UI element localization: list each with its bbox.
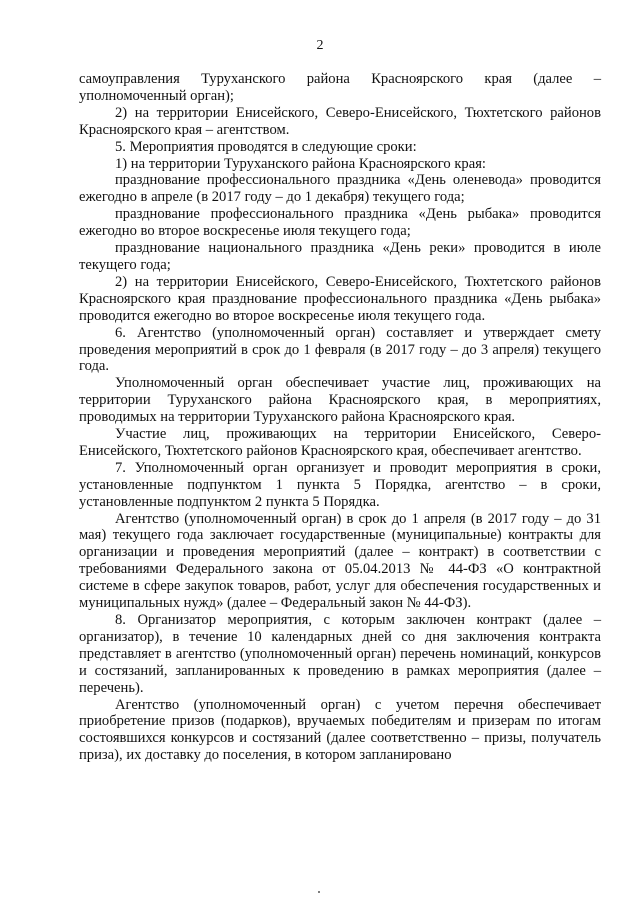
paragraph-prizes: Агентство (уполномоченный орган) с учетом перечня обеспечивает приобретение призов (подарков), вручаемых победителям и призерам по итогам состоявшихся конкурсов и состязаний (далее соответственно – призы, получатель приза), их доставку до поселения, в котором запланировано	[79, 696, 601, 764]
paragraph-reindeer-day: празднование профессионального праздника «День оленевода» проводится ежегодно в апреле (в 2017 году – до 1 декабря) текущего года;	[79, 172, 601, 206]
paragraph-river-day: празднование национального праздника «День реки» проводится в июле текущего года;	[79, 240, 601, 273]
paragraph-section-8: 8. Организатор мероприятия, с которым заключен контракт (далее – организатор), в течение 10 календарных дней со дня заключения контракта представляет в агентство (уполномоченный орган) перечень номинаций, конкурсов и состязаний, запланированных к проведению в рамках мероприятия (далее – перечень).	[79, 612, 601, 696]
page-number: 2	[316, 38, 324, 53]
paragraph-subitem-1: 1) на территории Туруханского района Красноярского края:	[115, 155, 486, 172]
document-body	[79, 71, 601, 764]
paragraph-participation-turukhansk: Уполномоченный орган обеспечивает участие лиц, проживающих на территории Туруханского района Красноярского края, в мероприятиях, проводимых на территории Туруханского района Красноярского края.	[79, 375, 601, 426]
paragraph-item-2-agency: 2) на территории Енисейского, Северо-Енисейского, Тюхтетского районов Красноярского края – агентством.	[79, 104, 601, 138]
paragraph-participation-other: Участие лиц, проживающих на территории Енисейского, Северо-Енисейского, Тюхтетского районов Красноярского края, обеспечивает агентство.	[79, 426, 601, 459]
paragraph-section-7: 7. Уполномоченный орган организует и проводит мероприятия в сроки, установленные подпунктом 1 пункта 5 Порядка, агентство – в сроки, установленные подпунктом 2 пункта 5 Порядка.	[79, 459, 601, 510]
scan-dot	[318, 891, 320, 893]
paragraph-section-5: 5. Мероприятия проводятся в следующие сроки:	[115, 138, 417, 155]
paragraph-section-6: 6. Агентство (уполномоченный орган) составляет и утверждает смету проведения мероприятий в срок до 1 февраля (в 2017 году – до 3 апреля) текущего года.	[79, 324, 601, 375]
paragraph-subitem-2: 2) на территории Енисейского, Северо-Енисейского, Тюхтетского районов Красноярского края празднование профессионального праздника «День рыбака» проводится ежегодно во второе воскресенье июля текущего года.	[79, 273, 601, 324]
paragraph-fisherman-day: празднование профессионального праздника «День рыбака» проводится ежегодно во второе воскресенье июля текущего года;	[79, 206, 601, 240]
paragraph-continuation: самоуправления Туруханского района Красноярского края (далее – уполномоченный орган);	[79, 71, 601, 104]
paragraph-contract: Агентство (уполномоченный орган) в срок до 1 апреля (в 2017 году – до 31 мая) текущего года заключает государственные (муниципальные) контракты для организации и проведения мероприятий (далее – контракт) в соответствии с требованиями Федерального закона от 05.04.2013 № 44-ФЗ «О контрактной системе в сфере закупок товаров, работ, услуг для обеспечения государственных и муниципальных нужд» (далее – Федеральный закон № 44-ФЗ).	[79, 510, 601, 612]
